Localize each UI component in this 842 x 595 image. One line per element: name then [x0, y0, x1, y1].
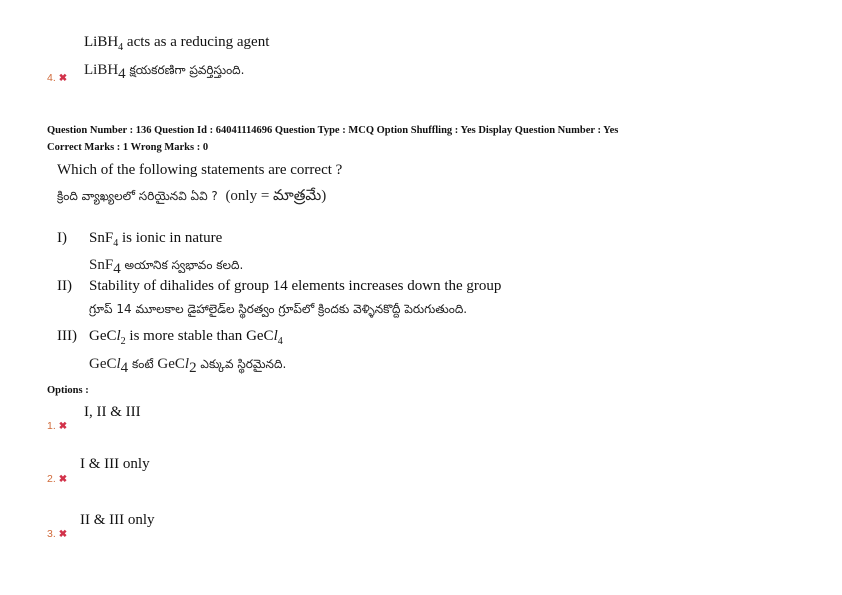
question-meta-line: Question Number : 136 Question Id : 64041114696 Question Type : MCQ Option Shuffling : Yes Display Question Number : Yes: [47, 125, 619, 136]
statement-3-text-en: GeCl$_2$ is more stable than GeCl$_4$: [89, 328, 283, 347]
wrong-mark-icon: ✖: [58, 529, 68, 540]
option-3-text: II & III only: [80, 512, 155, 528]
wrong-mark-icon: ✖: [58, 421, 68, 432]
wrong-mark-icon: ✖: [58, 73, 68, 84]
prev-option-4-text-en: LiBH$_4$ acts as a reducing agent: [84, 34, 270, 53]
question-text-te: క్రింది వ్యాఖ్యలలో సరియైనవి ఏవి ? (only = మాత్రమే): [57, 188, 327, 204]
option-1-text: I, II & III: [84, 404, 141, 420]
question-text-en: Which of the following statements are correct ?: [57, 162, 343, 178]
option-3-number: 3. ✖: [47, 528, 68, 540]
statement-3-text-te: GeCl$_4$ కంటే GeCl$_2$ ఎక్కువ స్థిరమైనది.: [89, 356, 287, 376]
statement-3-number: III): [57, 328, 77, 344]
statement-2-text-te: గ్రూప్ 14 మూలకాల డైహాలైడ్‌ల స్థిరత్వం గ్రూప్‌లో క్రిందకు వెళ్ళినకొద్దీ పెరుగుతుంది.: [89, 302, 468, 316]
prev-option-4-text-te: LiBH$_4$ క్షయకరణిగా ప్రవర్తిస్తుంది.: [84, 62, 245, 82]
statement-2-text-en: Stability of dihalides of group 14 elements increases down the group: [89, 278, 502, 294]
statement-1-text-en: SnF$_4$ is ionic in nature: [89, 230, 223, 249]
option-2-number: 2. ✖: [47, 473, 68, 485]
statement-1-text-te: SnF$_4$ అయానిక స్వభావం కలది.: [89, 257, 244, 277]
option-1-number: 1. ✖: [47, 420, 68, 432]
wrong-mark-icon: ✖: [58, 474, 68, 485]
options-label: Options :: [47, 385, 89, 396]
option-2-text: I & III only: [80, 456, 150, 472]
statement-1-number: I): [57, 230, 67, 246]
marks-meta-line: Correct Marks : 1 Wrong Marks : 0: [47, 142, 209, 153]
statement-2-number: II): [57, 278, 72, 294]
prev-option-4-number: 4. ✖: [47, 72, 68, 84]
